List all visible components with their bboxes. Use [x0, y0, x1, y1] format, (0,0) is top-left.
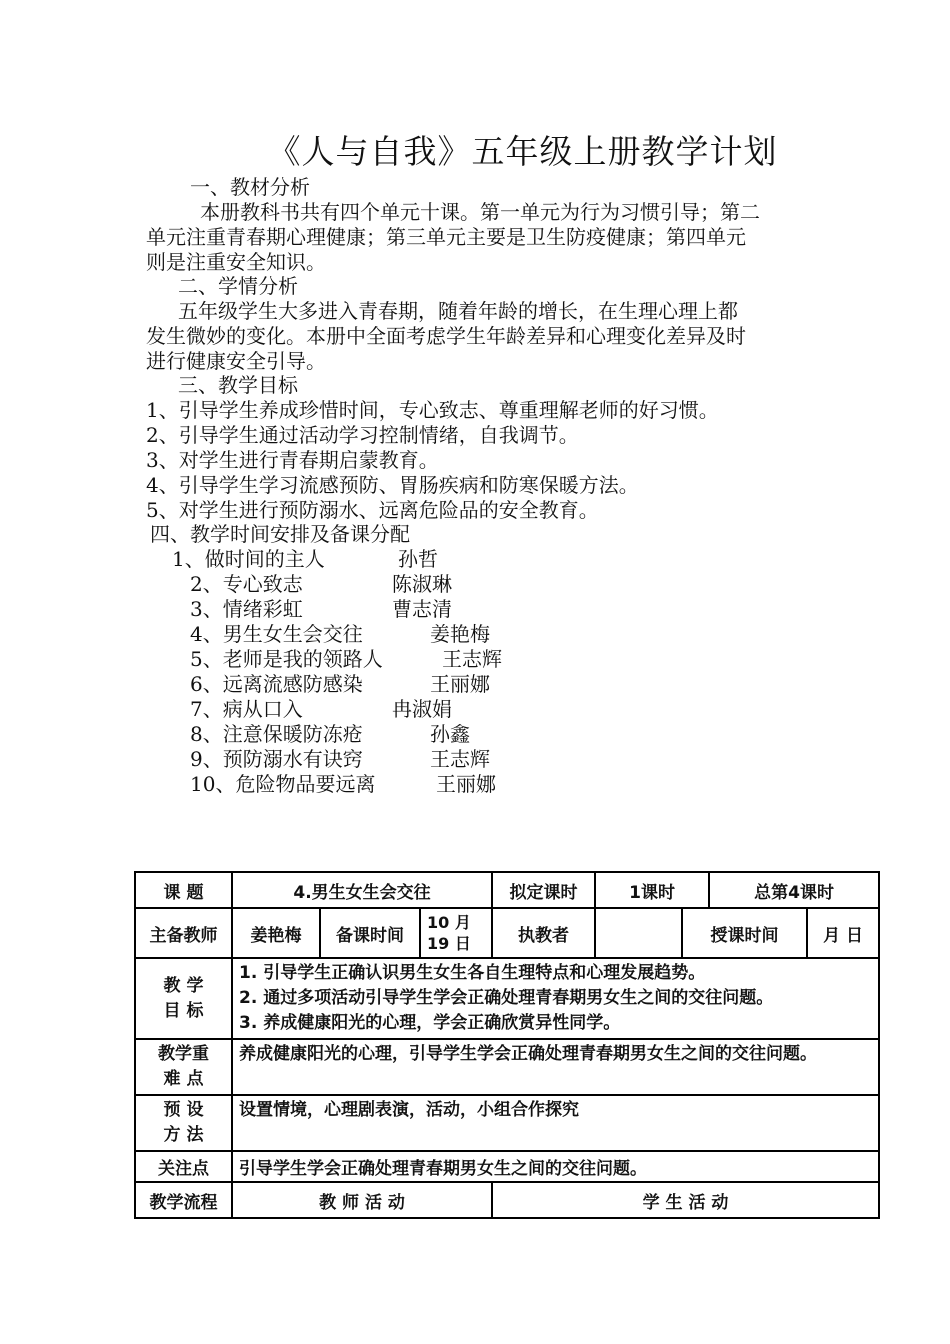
lesson-plan-table [134, 871, 880, 1219]
schedule-row [190, 597, 452, 622]
table-row [135, 1039, 879, 1095]
topic-label: 课 题 [135, 872, 232, 908]
schedule-lesson: 3、情绪彩虹 [190, 597, 303, 621]
paragraph-line: 五年级学生大多进入青春期，随着年龄的增长，在生理心理上都 [178, 299, 738, 323]
schedule-teacher: 姜艳梅 [430, 622, 490, 646]
schedule-lesson: 2、专心致志 [190, 572, 303, 596]
section-heading-1: 一、教材分析 [190, 175, 310, 199]
key-points-value: 养成健康阳光的心理，引导学生学会正确处理青春期男女生之间的交往问题。 [232, 1039, 879, 1095]
section-heading-4: 四、教学时间安排及备课分配 [150, 522, 410, 546]
table-row [135, 1095, 879, 1151]
schedule-teacher: 孙鑫 [430, 722, 470, 746]
schedule-lesson: 4、男生女生会交往 [190, 622, 363, 646]
schedule-teacher: 王志辉 [442, 647, 502, 671]
document-title: 《人与自我》五年级上册教学计划 [267, 132, 778, 171]
teach-time-value: 月 日 [807, 908, 879, 958]
paragraph-line: 发生微妙的变化。本册中全面考虑学生年龄差异和心理变化差异及时 [146, 324, 746, 348]
table-row [135, 1182, 879, 1218]
schedule-teacher: 孙哲 [398, 547, 438, 571]
schedule-lesson: 10、危险物品要远离 [190, 772, 376, 796]
paragraph-line: 则是注重安全知识。 [146, 250, 326, 274]
schedule-teacher: 王丽娜 [436, 772, 496, 796]
section-heading-3: 三、教学目标 [178, 373, 298, 397]
schedule-lesson: 6、远离流感防感染 [190, 672, 363, 696]
table-row [135, 908, 879, 958]
schedule-row [190, 647, 502, 672]
focus-value: 引导学生学会正确处理青春期男女生之间的交往问题。 [232, 1151, 879, 1182]
student-activity-header: 学 生 活 动 [492, 1182, 879, 1218]
table-row [135, 958, 879, 1039]
objective-item: 2. 通过多项活动引导学生学会正确处理青春期男女生之间的交往问题。 [239, 988, 774, 1008]
teach-time-label: 授课时间 [682, 908, 807, 958]
process-label: 教学流程 [135, 1182, 232, 1218]
paragraph-line: 单元注重青春期心理健康；第三单元主要是卫生防疫健康；第四单元 [146, 225, 746, 249]
executor-label: 执教者 [492, 908, 595, 958]
main-teacher-value: 姜艳梅 [232, 908, 320, 958]
objectives-label: 教 学 目 标 [135, 958, 232, 1039]
schedule-row [190, 747, 490, 772]
goal-item: 4、引导学生学习流感预防、胃肠疾病和防寒保暖方法。 [146, 473, 639, 497]
objectives-cell [232, 958, 879, 1039]
schedule-lesson: 1、做时间的主人 [172, 547, 325, 571]
objective-item: 3. 养成健康阳光的心理，学会正确欣赏异性同学。 [239, 1013, 621, 1033]
focus-label: 关注点 [135, 1151, 232, 1182]
goal-item: 5、对学生进行预防溺水、远离危险品的安全教育。 [146, 498, 599, 522]
schedule-row [190, 697, 452, 722]
paragraph-line: 本册教科书共有四个单元十课。第一单元为行为习惯引导；第二 [200, 200, 760, 224]
table-row [135, 1151, 879, 1182]
schedule-row [172, 547, 438, 572]
goal-item: 3、对学生进行青春期启蒙教育。 [146, 448, 439, 472]
executor-value [595, 908, 682, 958]
schedule-row [190, 622, 490, 647]
schedule-teacher: 冉淑娟 [392, 697, 452, 721]
schedule-teacher: 陈淑琳 [392, 572, 452, 596]
key-points-label: 教学重 难 点 [135, 1039, 232, 1095]
planned-hours-value: 1课时 [595, 872, 709, 908]
schedule-teacher: 王丽娜 [430, 672, 490, 696]
schedule-lesson: 9、预防溺水有诀窍 [190, 747, 363, 771]
schedule-teacher: 曹志清 [392, 597, 452, 621]
paragraph-line: 进行健康安全引导。 [146, 349, 326, 373]
topic-value: 4.男生女生会交往 [232, 872, 492, 908]
section-heading-2: 二、学情分析 [178, 274, 298, 298]
goal-item: 2、引导学生通过活动学习控制情绪，自我调节。 [146, 423, 579, 447]
methods-value: 设置情境，心理剧表演，活动，小组合作探究 [232, 1095, 879, 1151]
schedule-teacher: 王志辉 [430, 747, 490, 771]
prep-time-label: 备课时间 [320, 908, 420, 958]
goal-item: 1、引导学生养成珍惜时间，专心致志、尊重理解老师的好习惯。 [146, 398, 719, 422]
schedule-lesson: 7、病从口入 [190, 697, 303, 721]
schedule-row [190, 772, 496, 797]
schedule-row [190, 572, 452, 597]
main-teacher-label: 主备教师 [135, 908, 232, 958]
schedule-row [190, 672, 490, 697]
prep-time-value: 10 月 19 日 [420, 908, 492, 958]
methods-label: 预 设 方 法 [135, 1095, 232, 1151]
total-hours: 总第4课时 [709, 872, 879, 908]
table-row [135, 872, 879, 908]
teacher-activity-header: 教 师 活 动 [232, 1182, 492, 1218]
planned-hours-label: 拟定课时 [492, 872, 595, 908]
schedule-lesson: 5、老师是我的领路人 [190, 647, 383, 671]
objective-item: 1. 引导学生正确认识男生女生各自生理特点和心理发展趋势。 [239, 963, 706, 983]
schedule-lesson: 8、注意保暖防冻疮 [190, 722, 363, 746]
schedule-row [190, 722, 470, 747]
